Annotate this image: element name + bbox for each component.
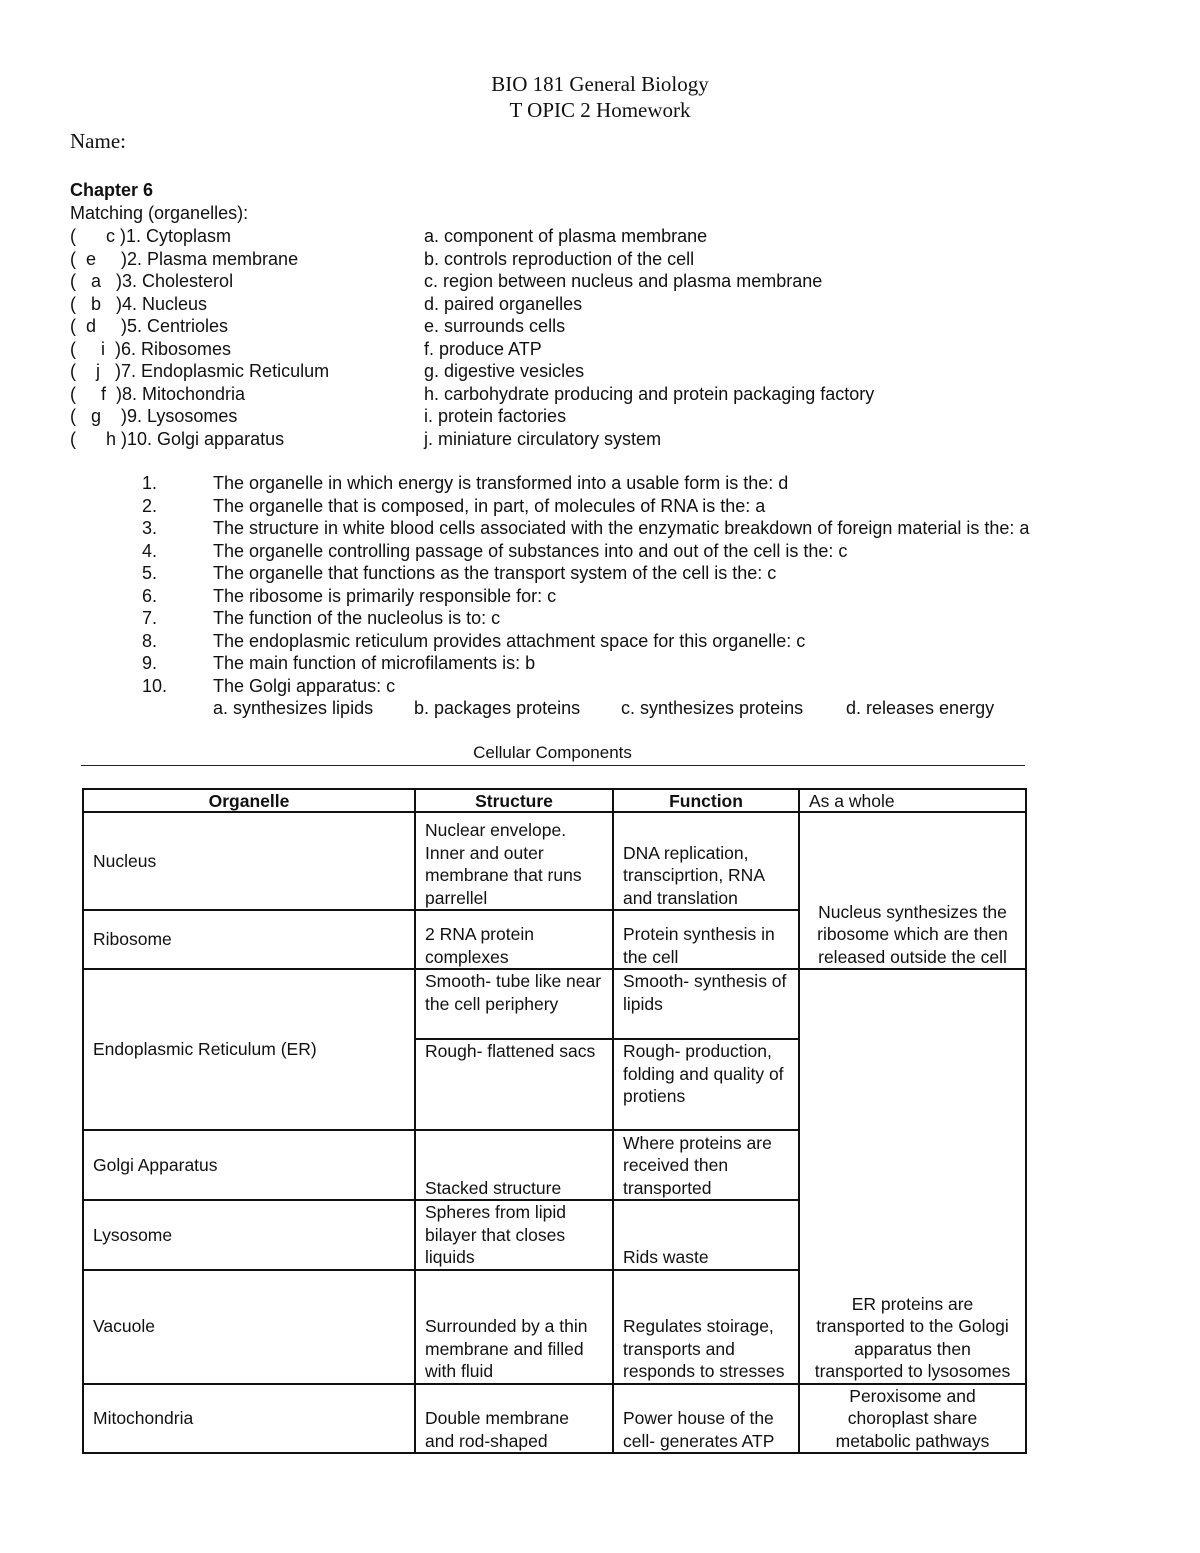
matching-term: ( a )3. Cholesterol (70, 271, 234, 291)
organelle-cell: Lysosome (83, 1200, 415, 1270)
structure-cell: Stacked structure (415, 1130, 613, 1200)
matching-term: ( c )1. Cytoplasm (70, 226, 232, 246)
question-number: 4. (142, 540, 158, 561)
matching-term: ( j )7. Endoplasmic Reticulum (70, 361, 330, 381)
structure-cell: Surrounded by a thin membrane and filled with fluid (415, 1270, 613, 1384)
function-cell: Smooth- synthesis of lipids (613, 969, 799, 1039)
function-cell: Protein synthesis in the cell (613, 910, 799, 969)
matching-term: ( g )9. Lysosomes (70, 406, 238, 426)
question-number: 6. (142, 585, 158, 606)
question-number: 8. (142, 630, 158, 651)
chapter-heading: Chapter 6 (70, 180, 154, 200)
header-organelle: Organelle (83, 789, 415, 812)
structure-cell: Double membrane and rod-shaped (415, 1384, 613, 1454)
course-title: BIO 181 General Biology (491, 72, 709, 96)
matching-term: ( f )8. Mitochondria (70, 383, 246, 404)
header-structure: Structure (415, 789, 613, 812)
structure-cell: Rough- flattened sacs (415, 1039, 613, 1130)
matching-definition: i. protein factories (424, 406, 567, 426)
matching-term: ( h )10. Golgi apparatus (70, 428, 285, 449)
organelle-cell: Golgi Apparatus (83, 1130, 415, 1200)
question-number: 5. (142, 563, 158, 583)
function-cell: DNA replication, transciprtion, RNA and translation (613, 812, 799, 910)
question-text: The organelle in which energy is transformed into a usable form is the: d (213, 473, 789, 493)
table-row-nucleus (83, 812, 1026, 910)
question-text: The Golgi apparatus: c (213, 675, 396, 696)
question-text: The main function of microfilaments is: b (213, 653, 536, 673)
question-text: The function of the nucleolus is to: c (213, 608, 501, 628)
matching-definition: f. produce ATP (424, 338, 542, 359)
function-cell: Rough- production, folding and quality of protiens (613, 1039, 799, 1130)
header-as-a-whole: As a whole (799, 789, 1026, 812)
matching-definition: a. component of plasma membrane (424, 226, 708, 246)
organelle-cell: Endoplasmic Reticulum (ER) (83, 969, 415, 1130)
organelle-cell: Mitochondria (83, 1384, 415, 1454)
question-text: The organelle controlling passage of substances into and out of the cell is the: c (213, 540, 848, 561)
structure-cell: Nuclear envelope. Inner and outer membrane that runs parrellel (415, 812, 613, 910)
header-function: Function (613, 789, 799, 812)
table-header-row (83, 789, 1026, 812)
function-cell: Rids waste (613, 1200, 799, 1270)
structure-cell: Smooth- tube like near the cell periphery (415, 969, 613, 1039)
question-number: 9. (142, 653, 158, 673)
question-number: 2. (142, 495, 158, 516)
question-text: The structure in white blood cells associated with the enzymatic breakdown of foreign material is the: a (213, 518, 1030, 538)
organelle-cell: Vacuole (83, 1270, 415, 1384)
organelle-cell: Nucleus (83, 812, 415, 910)
as-a-whole-cell: ER proteins are transported to the Gologi apparatus then transported to lysosomes (799, 969, 1026, 1384)
table-caption: Cellular Components (473, 743, 632, 762)
function-cell: Where proteins are received then transported (613, 1130, 799, 1200)
table-row-er-smooth (83, 969, 1026, 1039)
structure-cell: 2 RNA protein complexes (415, 910, 613, 969)
answer-choice: a. synthesizes lipids (213, 698, 374, 718)
assignment-title: T OPIC 2 Homework (509, 98, 691, 122)
matching-term: ( b )4. Nucleus (70, 293, 208, 314)
question-number: 10. (142, 675, 168, 696)
matching-definition: h. carbohydrate producing and protein packaging factory (424, 383, 875, 404)
as-a-whole-cell: Peroxisome and choroplast share metabolic pathways (799, 1384, 1026, 1454)
matching-definition: d. paired organelles (424, 293, 583, 314)
matching-definition: e. surrounds cells (424, 316, 566, 336)
matching-definition: c. region between nucleus and plasma membrane (424, 271, 823, 291)
question-text: The ribosome is primarily responsible for: c (213, 585, 557, 606)
question-text: The endoplasmic reticulum provides attachment space for this organelle: c (213, 630, 806, 651)
table-row-mitochondria (83, 1384, 1026, 1454)
as-a-whole-cell: Nucleus synthesizes the ribosome which are then released outside the cell (799, 812, 1026, 969)
matching-definition: j. miniature circulatory system (424, 428, 662, 449)
matching-definition: g. digestive vesicles (424, 361, 585, 381)
answer-choice: b. packages proteins (414, 698, 581, 718)
matching-definition: b. controls reproduction of the cell (424, 248, 695, 269)
question-text: The organelle that is composed, in part, of molecules of RNA is the: a (213, 495, 766, 516)
function-cell: Regulates stoirage, transports and responds to stresses (613, 1270, 799, 1384)
name-label: Name: (70, 129, 126, 153)
matching-term: ( d )5. Centrioles (70, 316, 229, 336)
cellular-components-table (82, 788, 1027, 1454)
question-number: 3. (142, 518, 158, 538)
answer-choice: c. synthesizes proteins (621, 698, 804, 718)
question-number: 1. (142, 473, 158, 493)
matching-heading: Matching (organelles): (70, 203, 249, 223)
matching-term: ( e )2. Plasma membrane (70, 248, 299, 269)
question-text: The organelle that functions as the transport system of the cell is the: c (213, 563, 777, 583)
question-number: 7. (142, 608, 158, 628)
caption-rule (81, 765, 1025, 766)
function-cell: Power house of the cell- generates ATP (613, 1384, 799, 1454)
matching-term: ( i )6. Ribosomes (70, 338, 232, 359)
answer-choice: d. releases energy (846, 698, 995, 718)
structure-cell: Spheres from lipid bilayer that closes liquids (415, 1200, 613, 1270)
organelle-cell: Ribosome (83, 910, 415, 969)
